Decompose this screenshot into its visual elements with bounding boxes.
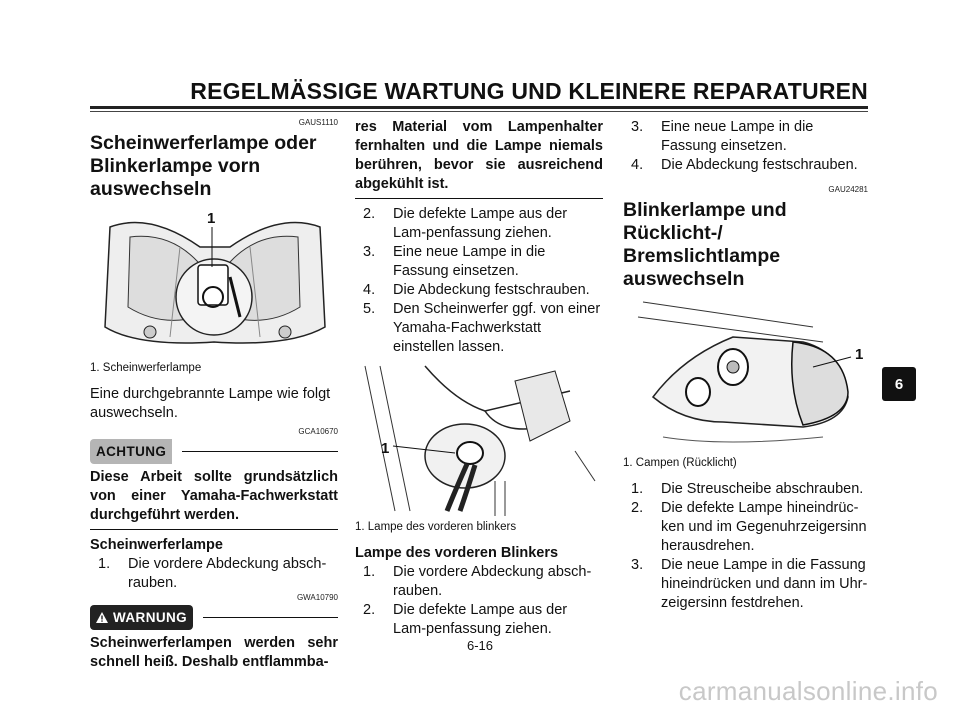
page-title: REGELMÄSSIGE WARTUNG UND KLEINERE REPARATUREN bbox=[190, 78, 868, 104]
figure-caption: 1. Lampe des vorderen blinkers bbox=[355, 521, 517, 533]
headlight-illustration bbox=[90, 207, 338, 357]
intro-text: Eine durchgebrannte Lampe wie folgt auswechseln. bbox=[90, 386, 331, 421]
notice-bottom-rule bbox=[90, 529, 338, 530]
warning-text: Scheinwerferlampen werden sehr schnell heiß. Deshalb entflammba- bbox=[90, 635, 338, 670]
figure-caption: 1. Campen (Rücklicht) bbox=[623, 457, 737, 469]
section-code: GAU24281 bbox=[828, 185, 868, 194]
warning-code: GWA10790 bbox=[296, 593, 338, 602]
chapter-tab[interactable]: 6 bbox=[882, 367, 916, 401]
figure-callout-number: 1 bbox=[855, 346, 864, 363]
step-text: Die neue Lampe in die Fassung hineindrücken und dann im Uhr-zeigersinn festdrehen. bbox=[661, 557, 868, 611]
step-text: Die vordere Abdeckung absch-rauben. bbox=[128, 556, 327, 591]
step-number: 3. bbox=[363, 244, 376, 260]
list-item bbox=[631, 118, 868, 156]
step-text: Eine neue Lampe in die Fassung einsetzen. bbox=[661, 119, 814, 154]
header-rule-thin bbox=[90, 111, 868, 112]
steps-list-1 bbox=[90, 555, 338, 593]
step-number: 4. bbox=[631, 157, 644, 173]
list-item bbox=[363, 563, 603, 601]
step-number: 2. bbox=[363, 206, 376, 222]
achtung-notice bbox=[90, 439, 338, 464]
step-number: 4. bbox=[363, 282, 376, 298]
notice-bottom-rule bbox=[355, 198, 603, 199]
list-item bbox=[631, 156, 868, 175]
step-number: 5. bbox=[363, 301, 376, 317]
step-number: 3. bbox=[631, 557, 644, 573]
achtung-text: Diese Arbeit sollte grundsätzlich von einer Yamaha-Fachwerkstatt durchgeführt werden. bbox=[90, 469, 338, 523]
step-text: Die defekte Lampe aus der Lam-penfassung ziehen. bbox=[393, 602, 568, 637]
list-item bbox=[631, 499, 868, 556]
column-2 bbox=[355, 118, 603, 639]
list-item bbox=[363, 205, 603, 243]
step-number: 1. bbox=[631, 481, 644, 497]
column-1 bbox=[90, 118, 338, 672]
list-item bbox=[98, 555, 338, 593]
step-text: Die defekte Lampe aus der Lam-penfassung ziehen. bbox=[393, 206, 568, 241]
front-blinker-illustration bbox=[355, 361, 603, 516]
step-number: 2. bbox=[631, 500, 644, 516]
list-item bbox=[363, 300, 603, 357]
achtung-code: GCA10670 bbox=[298, 427, 338, 436]
achtung-label: ACHTUNG bbox=[90, 439, 172, 464]
steps-list-5 bbox=[623, 480, 868, 613]
taillight-figure bbox=[623, 297, 868, 452]
notice-rule bbox=[203, 617, 338, 618]
step-text: Die Abdeckung festschrauben. bbox=[661, 157, 858, 173]
step-text: Die defekte Lampe hineindrüc-ken und im Gegenuhrzeigersinn herausdrehen. bbox=[661, 500, 867, 554]
warning-notice bbox=[90, 605, 338, 630]
steps-list-4 bbox=[623, 118, 868, 175]
step-text: Die Streuscheibe abschrauben. bbox=[661, 481, 864, 497]
step-text: Eine neue Lampe in die Fassung einsetzen. bbox=[393, 244, 546, 279]
section-code: GAUS1110 bbox=[298, 118, 338, 127]
section-heading: Scheinwerferlampe oder Blinkerlampe vorn auswechseln bbox=[90, 132, 317, 200]
warning-text-continued: res Material vom Lampenhalter fernhalten und die Lampe niemals berühren, bevor sie ausreichend abgekühlt ist. bbox=[355, 119, 603, 192]
warning-label-text: WARNUNG bbox=[113, 610, 188, 625]
warning-triangle-icon bbox=[96, 612, 108, 623]
page-number: 6-16 bbox=[466, 638, 494, 653]
list-item bbox=[363, 243, 603, 281]
list-item bbox=[631, 556, 868, 613]
steps-list-2 bbox=[355, 205, 603, 357]
step-text: Die Abdeckung festschrauben. bbox=[393, 282, 590, 298]
figure-callout-number: 1 bbox=[381, 440, 390, 457]
header-rule bbox=[90, 106, 868, 109]
column-3 bbox=[623, 118, 868, 613]
step-text: Den Scheinwerfer ggf. von einer Yamaha-Fachwerkstatt einstellen lassen. bbox=[393, 301, 601, 355]
step-number: 2. bbox=[363, 602, 376, 618]
step-number: 3. bbox=[631, 119, 644, 135]
subheading-front-blinker: Lampe des vorderen Blinkers bbox=[355, 545, 559, 561]
step-number: 1. bbox=[98, 556, 111, 572]
step-number: 1. bbox=[363, 564, 376, 580]
figure-caption: 1. Scheinwerferlampe bbox=[90, 362, 202, 374]
front-blinker-figure bbox=[355, 361, 603, 516]
warning-label bbox=[90, 605, 193, 630]
list-item bbox=[363, 281, 603, 300]
section-heading: Blinkerlampe und Rücklicht-/ Bremslichtlampe auswechseln bbox=[623, 199, 787, 290]
list-item bbox=[363, 601, 603, 639]
subheading-headlight: Scheinwerferlampe bbox=[90, 537, 223, 553]
notice-rule bbox=[182, 451, 338, 452]
figure-callout-number: 1 bbox=[207, 210, 216, 227]
watermark: carmanualsonline.info bbox=[678, 676, 938, 706]
list-item bbox=[631, 480, 868, 499]
step-text: Die vordere Abdeckung absch-rauben. bbox=[393, 564, 592, 599]
taillight-illustration bbox=[623, 297, 868, 452]
steps-list-3 bbox=[355, 563, 603, 639]
headlight-figure bbox=[90, 207, 338, 357]
